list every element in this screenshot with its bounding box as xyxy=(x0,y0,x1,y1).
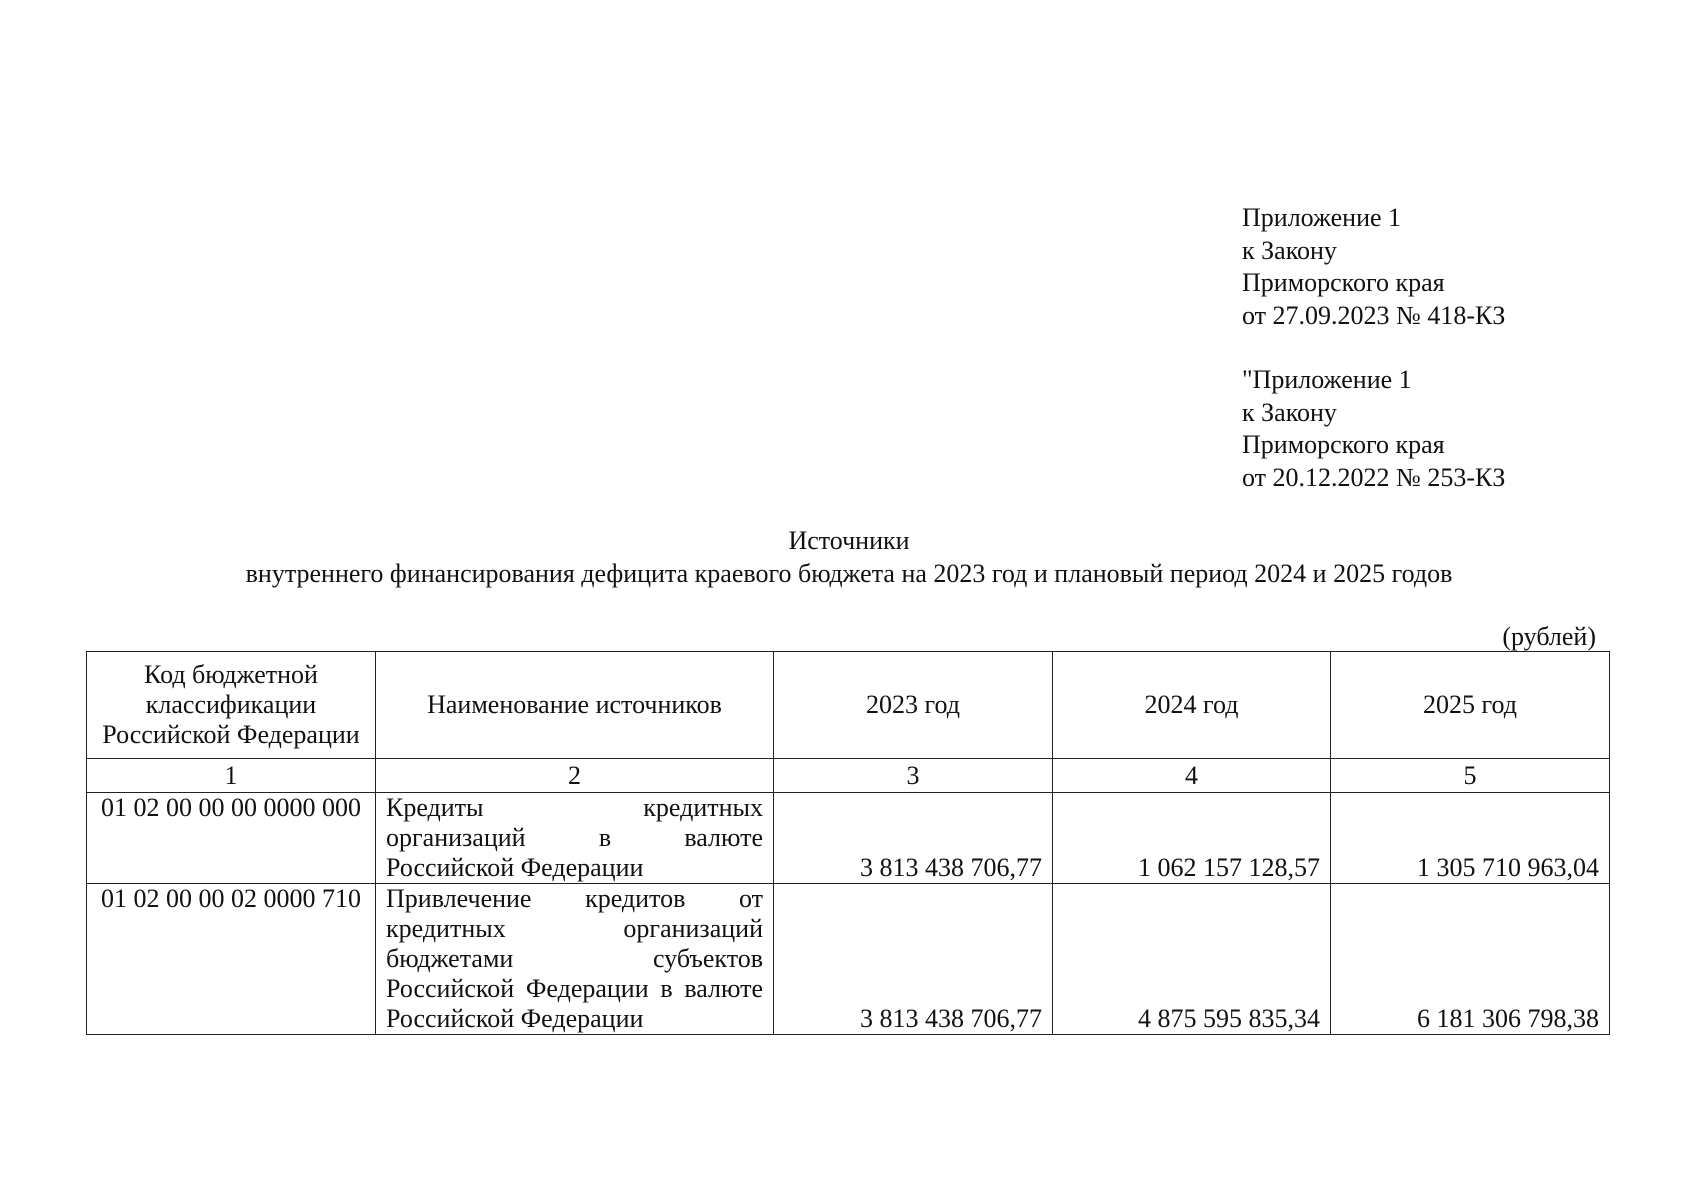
budget-code-cell: 01 02 00 00 02 0000 710 xyxy=(87,884,376,1035)
annex-title: "Приложение 1 xyxy=(1242,365,1412,394)
amount-2024-cell: 4 875 595 835,34 xyxy=(1053,884,1331,1035)
column-number: 4 xyxy=(1053,759,1331,793)
annex-law-date-number: от 20.12.2022 № 253-КЗ xyxy=(1242,462,1506,492)
source-name-line: Российской Федерации xyxy=(386,1004,644,1033)
amount-2024-cell: 1 062 157 128,57 xyxy=(1053,793,1331,884)
annex-reference-original xyxy=(1242,364,1505,494)
annex-title: Приложение 1 xyxy=(1242,203,1402,232)
budget-code-cell: 01 02 00 00 00 0000 000 xyxy=(87,793,376,884)
header-line: Код бюджетной xyxy=(144,660,318,689)
document-title: Источники xyxy=(788,526,910,555)
annex-law-label: к Закону xyxy=(1242,235,1337,265)
annex-law-date-number: от 27.09.2023 № 418-КЗ xyxy=(1242,300,1506,330)
source-name-line: кредитных организаций xyxy=(386,914,763,943)
source-name-cell xyxy=(376,884,774,1035)
amount-2025-cell: 1 305 710 963,04 xyxy=(1331,793,1610,884)
document-subtitle: внутреннего финансирования дефицита краевого бюджета на 2023 год и плановый период 2024 и 2025 годов xyxy=(245,559,1453,588)
source-name-line: Привлечение кредитов от xyxy=(386,884,763,913)
annex-region: Приморского края xyxy=(1242,430,1445,459)
column-number: 2 xyxy=(376,759,774,793)
column-number: 5 xyxy=(1331,759,1610,793)
table-header-row xyxy=(87,652,1610,759)
annex-law-label: к Закону xyxy=(1242,397,1337,427)
header-2025: 2025 год xyxy=(1331,652,1610,759)
header-2024: 2024 год xyxy=(1053,652,1331,759)
financing-sources-table xyxy=(86,651,1610,1035)
source-name-line: организаций в валюте xyxy=(386,823,763,852)
units-label: (рублей) xyxy=(1502,622,1596,651)
column-number-row xyxy=(87,759,1610,793)
column-number: 1 xyxy=(87,759,376,793)
source-name-cell xyxy=(376,793,774,884)
header-budget-code xyxy=(87,652,376,759)
header-source-name: Наименование источников xyxy=(376,652,774,759)
amount-2023-cell: 3 813 438 706,77 xyxy=(774,884,1053,1035)
source-name-line: Российской Федерации в валюте xyxy=(386,974,763,1003)
amount-2025-cell: 6 181 306 798,38 xyxy=(1331,884,1610,1035)
source-name-line: Кредиты кредитных xyxy=(386,793,763,822)
column-number: 3 xyxy=(774,759,1053,793)
table-row xyxy=(87,793,1610,884)
source-name-line: Российской Федерации xyxy=(386,853,644,882)
source-name-line: бюджетами субъектов xyxy=(386,944,763,973)
header-line: классификации xyxy=(145,690,317,719)
amount-2023-cell: 3 813 438 706,77 xyxy=(774,793,1053,884)
header-line: Российской Федерации xyxy=(102,720,360,749)
annex-reference-current xyxy=(1242,202,1505,332)
header-2023: 2023 год xyxy=(774,652,1053,759)
table-row xyxy=(87,884,1610,1035)
annex-region: Приморского края xyxy=(1242,268,1445,297)
